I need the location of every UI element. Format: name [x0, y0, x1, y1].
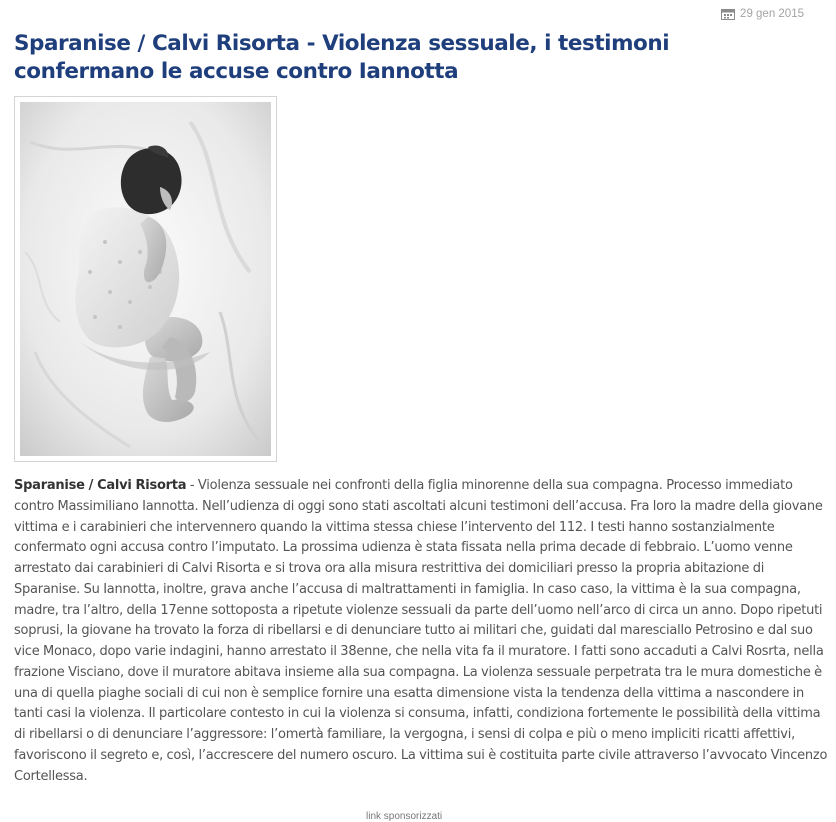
photo-girl-on-bed	[20, 102, 271, 456]
article-title[interactable]: Sparanise / Calvi Risorta - Violenza sessuale, i testimoni confermano le accuse contro Iannotta	[14, 31, 670, 84]
article-date	[721, 8, 804, 20]
article-body	[14, 476, 830, 787]
calendar-icon	[721, 8, 735, 20]
lead-separator: -	[186, 478, 198, 493]
article-image	[14, 96, 277, 462]
article-lead: Sparanise / Calvi Risorta	[14, 478, 187, 493]
date-text: 29 gen 2015	[740, 8, 804, 20]
sponsored-links-label: link sponsorizzati	[366, 811, 443, 822]
article-body-text: Violenza sessuale nei confronti della figlia minorenne della sua compagna. Processo immediato contro Massimiliano Iannotta. Nell’udienza di oggi sono stati ascoltati alcuni testimoni dell’accusa. Fra loro la madre della giovane vittima e i carabinieri che intervennero quando la vittima stessa chiese l’intervento del 112. I testi hanno sostanzialmente confermato ogni accusa contro l’imputato. La prossima udienza è stata fissata nella prima decade di febbraio. L’uomo venne arrestato dai carabinieri di Calvi Risorta e si trova ora alla misura restrittiva dei domiciliari presso la propria abitazione di Sparanise. Su Iannotta, inoltre, grava anche l’accusa di maltrattamenti in famiglia. In caso caso, la vittima è la sua compagna, madre, tra l’altro, della 17enne sottoposta a ripetute violenze sessuali da parte dell’uomo nell’arco di circa un anno. Dopo ripetuti soprusi, la giovane ha trovato la forza di ribellarsi e di denunciare tutto ai militari che, guidati dal maresciallo Petrosino e dal suo vice Monaco, dopo varie indagini, hanno arrestato il 38enne, che nella vita fa il muratore. I fatti sono accaduti a Calvi Rosrta, nella frazione Visciano, dove il muratore abitava insieme alla sua compagna. La violenza sessuale perpetrata tra le mura domestiche è una di quella piaghe sociali di cui non è semplice fornire una esatta dimensione vista la tendenza della vittima a nascondere in tanti casi la violenza. Il particolare contesto in cui la violenza si consuma, infatti, condiziona fortemente le possibilità della vittima di ribellarsi o di denunciare l’aggressore: l’omertà familiare, la vergogna, i sensi di colpa e più o meno impliciti ricatti affettivi, favoriscono il segreto e, così, l’accrescere del numero oscuro. La vittima sui è costituita parte civile attraverso l’avvocato Vincenzo Cortellessa.	[14, 478, 828, 784]
